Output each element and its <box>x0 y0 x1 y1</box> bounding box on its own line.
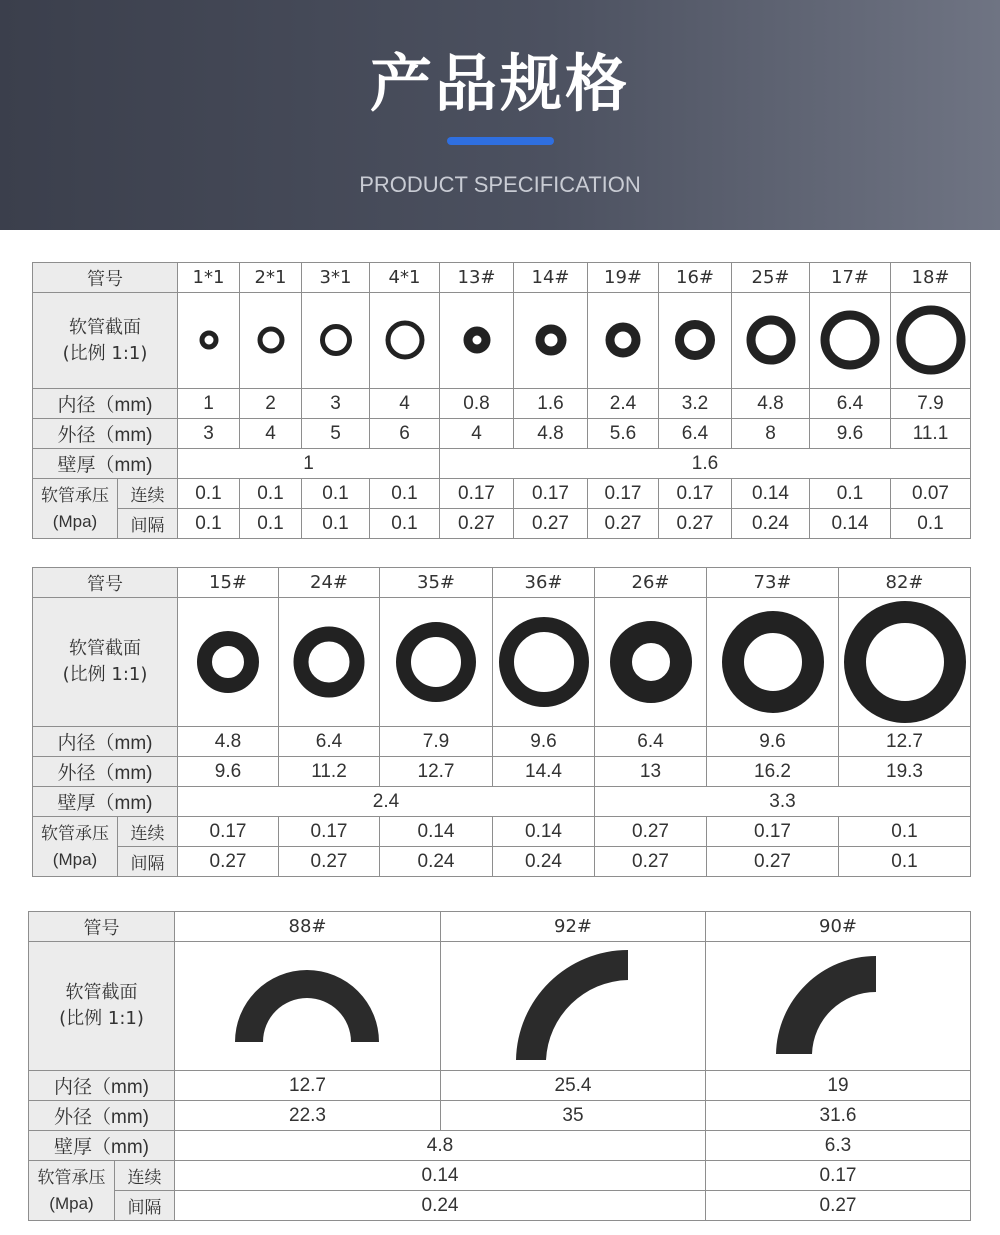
intermittent-cell: 0.1 <box>178 509 240 539</box>
intermittent-cell: 0.14 <box>810 509 891 539</box>
label-continuous: 连续 <box>115 1161 175 1191</box>
continuous-cell: 0.17 <box>588 479 659 509</box>
section-cell <box>707 598 839 727</box>
inner-cell: 4 <box>370 389 440 419</box>
tube-ring-icon <box>178 598 279 726</box>
continuous-cell: 0.17 <box>659 479 732 509</box>
label-section <box>33 293 178 389</box>
label-outer: 外径（mm) <box>33 757 178 787</box>
tube-elbow-icon <box>441 942 706 1070</box>
intermittent-cell: 0.27 <box>595 847 707 877</box>
intermittent-cell: 0.1 <box>370 509 440 539</box>
section-cell <box>732 293 810 389</box>
section-cell <box>380 598 493 727</box>
label-section-line1: 软管截面 <box>65 982 138 1003</box>
section-cell <box>370 293 440 389</box>
section-cell <box>240 293 302 389</box>
model-cell: 73# <box>707 568 839 598</box>
label-continuous: 连续 <box>118 479 178 509</box>
outer-cell: 13 <box>595 757 707 787</box>
wall-row <box>29 1131 971 1161</box>
wall-cell: 1 <box>178 449 440 479</box>
intermittent-row <box>33 847 971 877</box>
intermittent-cell: 0.1 <box>240 509 302 539</box>
continuous-cell: 0.1 <box>839 817 971 847</box>
label-intermittent: 间隔 <box>118 509 178 539</box>
tube-ring-icon <box>839 598 971 726</box>
intermittent-cell: 0.24 <box>732 509 810 539</box>
model-cell: 14# <box>514 263 588 293</box>
inner-cell: 4.8 <box>732 389 810 419</box>
section-cell <box>440 293 514 389</box>
continuous-cell: 0.1 <box>810 479 891 509</box>
continuous-cell: 0.27 <box>595 817 707 847</box>
wall-row <box>33 449 971 479</box>
continuous-cell: 0.17 <box>514 479 588 509</box>
model-cell: 15# <box>178 568 279 598</box>
inner-cell: 6.4 <box>810 389 891 419</box>
outer-row <box>33 757 971 787</box>
outer-cell: 4.8 <box>514 419 588 449</box>
section-cell <box>839 598 971 727</box>
label-inner: 内径（mm) <box>33 389 178 419</box>
continuous-cell: 0.14 <box>380 817 493 847</box>
section-row <box>33 598 971 727</box>
intermittent-cell: 0.27 <box>706 1191 971 1221</box>
outer-cell: 5.6 <box>588 419 659 449</box>
section-cell <box>279 598 380 727</box>
wall-cell: 4.8 <box>175 1131 706 1161</box>
section-cell <box>891 293 971 389</box>
model-cell: 25# <box>732 263 810 293</box>
model-cell: 36# <box>493 568 595 598</box>
outer-row <box>29 1101 971 1131</box>
wall-cell: 1.6 <box>440 449 971 479</box>
model-cell: 16# <box>659 263 732 293</box>
intermittent-cell: 0.27 <box>440 509 514 539</box>
tube-ring-icon <box>707 598 839 726</box>
section-cell <box>493 598 595 727</box>
label-wall: 壁厚（mm) <box>33 449 178 479</box>
tube-ring-icon <box>588 293 659 388</box>
wall-cell: 3.3 <box>595 787 971 817</box>
section-cell <box>178 598 279 727</box>
label-section <box>29 942 175 1071</box>
intermittent-cell: 0.24 <box>175 1191 706 1221</box>
continuous-cell: 0.1 <box>240 479 302 509</box>
header-banner <box>0 0 1000 230</box>
label-section-line2: (比例 1:1) <box>62 664 148 685</box>
inner-row <box>33 389 971 419</box>
continuous-cell: 0.14 <box>732 479 810 509</box>
model-cell: 90# <box>706 912 971 942</box>
section-row <box>33 293 971 389</box>
outer-cell: 22.3 <box>175 1101 441 1131</box>
section-cell <box>810 293 891 389</box>
tube-ring-icon <box>240 293 302 388</box>
intermittent-cell: 0.27 <box>588 509 659 539</box>
inner-cell: 25.4 <box>441 1071 706 1101</box>
inner-cell: 9.6 <box>707 727 839 757</box>
section-cell <box>514 293 588 389</box>
intermittent-cell: 0.1 <box>891 509 971 539</box>
continuous-row <box>33 479 971 509</box>
inner-cell: 7.9 <box>891 389 971 419</box>
spec-table-large <box>28 911 971 1221</box>
label-inner: 内径（mm) <box>33 727 178 757</box>
intermittent-cell: 0.27 <box>279 847 380 877</box>
section-cell <box>178 293 240 389</box>
outer-cell: 35 <box>441 1101 706 1131</box>
tube-ring-icon <box>659 293 732 388</box>
model-cell: 92# <box>441 912 706 942</box>
tube-ring-icon <box>279 598 380 726</box>
title-underline-bar <box>447 137 554 145</box>
intermittent-cell: 0.1 <box>302 509 370 539</box>
tube-ring-icon <box>810 293 891 388</box>
tube-ring-icon <box>732 293 810 388</box>
model-row <box>29 912 971 942</box>
model-cell: 17# <box>810 263 891 293</box>
intermittent-cell: 0.24 <box>493 847 595 877</box>
continuous-cell: 0.17 <box>279 817 380 847</box>
outer-cell: 9.6 <box>810 419 891 449</box>
intermittent-cell: 0.24 <box>380 847 493 877</box>
inner-cell: 3.2 <box>659 389 732 419</box>
outer-cell: 16.2 <box>707 757 839 787</box>
model-cell: 2*1 <box>240 263 302 293</box>
section-cell <box>175 942 441 1071</box>
inner-cell: 6.4 <box>279 727 380 757</box>
intermittent-cell: 0.27 <box>178 847 279 877</box>
label-pressure-line2: (Mpa) <box>52 511 98 531</box>
intermittent-cell: 0.27 <box>659 509 732 539</box>
inner-cell: 2 <box>240 389 302 419</box>
tube-ring-icon <box>302 293 370 388</box>
label-model: 管号 <box>33 568 178 598</box>
label-section-line1: 软管截面 <box>69 638 141 659</box>
label-inner: 内径（mm) <box>29 1071 175 1101</box>
label-pressure-line2: (Mpa) <box>49 1193 94 1213</box>
continuous-cell: 0.14 <box>493 817 595 847</box>
continuous-cell: 0.17 <box>706 1161 971 1191</box>
section-cell <box>588 293 659 389</box>
label-model: 管号 <box>29 912 175 942</box>
outer-cell: 14.4 <box>493 757 595 787</box>
outer-cell: 9.6 <box>178 757 279 787</box>
inner-cell: 6.4 <box>595 727 707 757</box>
tube-ring-icon <box>493 598 595 726</box>
outer-cell: 31.6 <box>706 1101 971 1131</box>
tube-elbow-icon <box>706 942 971 1070</box>
label-intermittent: 间隔 <box>118 847 178 877</box>
model-cell: 88# <box>175 912 441 942</box>
inner-row <box>33 727 971 757</box>
section-cell <box>441 942 706 1071</box>
label-section-line2: (比例 1:1) <box>62 342 148 364</box>
tube-ring-icon <box>440 293 514 388</box>
label-pressure <box>33 479 118 539</box>
label-pressure-line1: 软管承压 <box>41 485 109 505</box>
outer-cell: 4 <box>240 419 302 449</box>
model-row <box>33 568 971 598</box>
outer-cell: 11.1 <box>891 419 971 449</box>
continuous-cell: 0.17 <box>707 817 839 847</box>
inner-cell: 3 <box>302 389 370 419</box>
label-continuous: 连续 <box>118 817 178 847</box>
wall-cell: 2.4 <box>178 787 595 817</box>
model-cell: 13# <box>440 263 514 293</box>
label-pressure-line1: 软管承压 <box>37 1167 106 1187</box>
section-cell <box>302 293 370 389</box>
outer-cell: 19.3 <box>839 757 971 787</box>
model-cell: 26# <box>595 568 707 598</box>
label-wall: 壁厚（mm) <box>33 787 178 817</box>
page-subtitle: PRODUCT SPECIFICATION <box>359 172 641 197</box>
outer-cell: 8 <box>732 419 810 449</box>
label-section <box>33 598 178 727</box>
wall-cell: 6.3 <box>706 1131 971 1161</box>
model-cell: 3*1 <box>302 263 370 293</box>
intermittent-row <box>29 1191 971 1221</box>
label-model: 管号 <box>33 263 178 293</box>
intermittent-row <box>33 509 971 539</box>
wall-row <box>33 787 971 817</box>
model-cell: 1*1 <box>178 263 240 293</box>
label-wall: 壁厚（mm) <box>29 1131 175 1161</box>
inner-cell: 19 <box>706 1071 971 1101</box>
inner-row <box>29 1071 971 1101</box>
section-cell <box>706 942 971 1071</box>
inner-cell: 12.7 <box>839 727 971 757</box>
label-pressure <box>33 817 118 877</box>
inner-cell: 2.4 <box>588 389 659 419</box>
intermittent-cell: 0.27 <box>514 509 588 539</box>
model-cell: 24# <box>279 568 380 598</box>
model-cell: 82# <box>839 568 971 598</box>
tube-ring-icon <box>370 293 440 388</box>
outer-row <box>33 419 971 449</box>
continuous-row <box>29 1161 971 1191</box>
label-outer: 外径（mm) <box>33 419 178 449</box>
continuous-cell: 0.07 <box>891 479 971 509</box>
inner-cell: 7.9 <box>380 727 493 757</box>
outer-cell: 6.4 <box>659 419 732 449</box>
model-cell: 19# <box>588 263 659 293</box>
label-pressure-line2: (Mpa) <box>52 849 98 869</box>
section-cell <box>659 293 732 389</box>
tube-ring-icon <box>514 293 588 388</box>
intermittent-cell: 0.27 <box>707 847 839 877</box>
label-intermittent: 间隔 <box>115 1191 175 1221</box>
outer-cell: 5 <box>302 419 370 449</box>
continuous-cell: 0.17 <box>440 479 514 509</box>
inner-cell: 0.8 <box>440 389 514 419</box>
tube-arch-icon <box>175 942 441 1070</box>
tube-ring-icon <box>891 293 971 388</box>
inner-cell: 4.8 <box>178 727 279 757</box>
spec-table-small <box>32 262 971 539</box>
label-pressure <box>29 1161 115 1221</box>
outer-cell: 12.7 <box>380 757 493 787</box>
tube-ring-icon <box>595 598 707 726</box>
continuous-cell: 0.1 <box>302 479 370 509</box>
section-row <box>29 942 971 1071</box>
outer-cell: 6 <box>370 419 440 449</box>
tube-ring-icon <box>178 293 240 388</box>
tube-ring-icon <box>380 598 493 726</box>
page-title: 产品规格 <box>369 47 630 120</box>
inner-cell: 1 <box>178 389 240 419</box>
model-cell: 18# <box>891 263 971 293</box>
outer-cell: 4 <box>440 419 514 449</box>
continuous-row <box>33 817 971 847</box>
continuous-cell: 0.14 <box>175 1161 706 1191</box>
model-cell: 35# <box>380 568 493 598</box>
continuous-cell: 0.17 <box>178 817 279 847</box>
label-section-line2: (比例 1:1) <box>59 1008 144 1029</box>
inner-cell: 1.6 <box>514 389 588 419</box>
outer-cell: 3 <box>178 419 240 449</box>
outer-cell: 11.2 <box>279 757 380 787</box>
spec-table-medium <box>32 567 971 877</box>
continuous-cell: 0.1 <box>370 479 440 509</box>
label-outer: 外径（mm) <box>29 1101 175 1131</box>
model-cell: 4*1 <box>370 263 440 293</box>
inner-cell: 12.7 <box>175 1071 441 1101</box>
label-section-line1: 软管截面 <box>69 316 141 338</box>
intermittent-cell: 0.1 <box>839 847 971 877</box>
model-row <box>33 263 971 293</box>
section-cell <box>595 598 707 727</box>
label-pressure-line1: 软管承压 <box>41 823 109 843</box>
inner-cell: 9.6 <box>493 727 595 757</box>
continuous-cell: 0.1 <box>178 479 240 509</box>
